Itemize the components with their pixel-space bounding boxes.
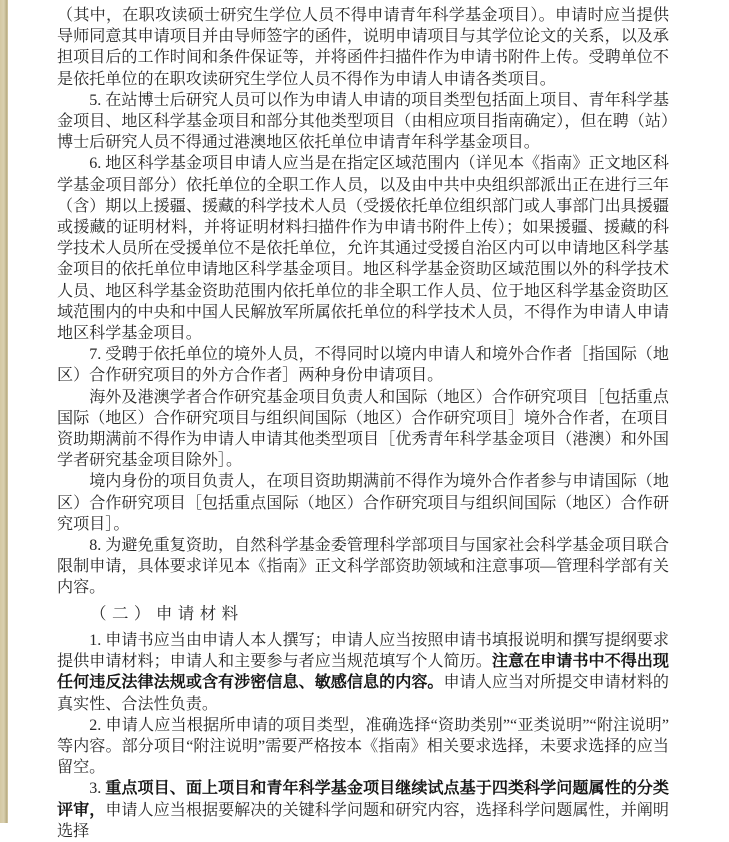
text-segment: 海外及港澳学者合作研究基金项目负责人和国际（地区）合作研究项目［包括重点国际（地区）合作研究项目与组织间国际（地区）合作研究项目］境外合作者，在项目资助期满前不得作为申请人申请其他类型项目［优秀青年科学基金项目（港澳）和外国学者研究基金项目除外］。: [57, 388, 669, 470]
text-segment: 1. 申请书应当由申请人本人撰写；申请人应当按照申请书填报说明和撰写提纲要求提供申请材料；申请人和主要参与者应当规范填写个人简历。: [57, 631, 669, 671]
paragraph: [57, 90, 669, 154]
text-segment: 申请人应当根据要解决的关键科学问题和研究内容，选择科学问题属性，并阐明选择: [57, 801, 670, 840]
section-heading: [57, 603, 669, 624]
text-segment: 境内身份的项目负责人，在项目资助期满前不得作为境外合作者参与申请国际（地区）合作研究项目［包括重点国际（地区）合作研究项目与组织间国际（地区）合作研究项目］。: [57, 473, 669, 533]
text-segment: 5. 在站博士后研究人员可以作为申请人申请的项目类型包括面上项目、青年科学基金项目、地区科学基金项目和部分其他类型项目（由相应项目指南确定），但在聘（站）博士后研究人员不得通过港澳地区依托单位申请青年科学基金项目。: [57, 91, 669, 152]
paragraph: [57, 153, 669, 344]
bold-text-segment: 注意在申请书中不得出现任何违反法律法规或含有涉密信息、敏感信息的内容。: [57, 652, 670, 692]
paragraph: [57, 387, 669, 472]
paragraph: [57, 715, 669, 779]
text-segment: 7. 受聘于依托单位的境外人员，不得同时以境内申请人和境外合作者［指国际（地区）合作研究项目的外方合作者］两种身份申请项目。: [57, 346, 669, 385]
paragraph: [57, 471, 669, 535]
text-segment: 2. 申请人应当根据所申请的项目类型，准确选择“资助类别”“亚类说明”“附注说明”等内容。部分项目“附注说明”需要严格按本《指南》相关要求选择，未要求选择的应当留空。: [57, 716, 669, 777]
paragraph: [57, 778, 669, 842]
paragraph: [57, 630, 669, 715]
page-edge-strip: [0, 0, 8, 823]
text-segment: 6. 地区科学基金项目申请人应当是在指定区域范围内（详见本《指南》正文地区科学基金项目部分）依托单位的全职工作人员，以及由中共中央组织部派出正在进行三年（含）期以上援疆、援藏的科学技术人员（受援依托单位组织部门或人事部门出具援疆或援藏的证明材料，并将证明材料扫描件作为申请书附件上传）；如果援疆、援藏的科学技术人员所在受援单位不是依托单位，允许其通过受援自治区内可以申请地区科学基金项目的依托单位申请地区科学基金项目。地区科学基金资助区域范围以外的科学技术人员、地区科学基金资助范围内依托单位的非全职工作人员、位于地区科学基金资助区域范围内的中央和中国人民解放军所属依托单位的科学技术人员，不得作为申请人申请地区科学基金项目。: [57, 155, 669, 343]
paragraph: [57, 535, 669, 599]
bold-text-segment: 重点项目、面上项目和青年科学基金项目继续试点基于四类科学问题属性的分类评审，: [57, 779, 670, 819]
text-segment: 8. 为避免重复资助，自然科学基金委管理科学部项目与国家社会科学基金项目联合限制申请，具体要求详见本《指南》正文科学部资助领域和注意事项—管理科学部有关内容。: [57, 537, 669, 597]
text-segment: 3.: [89, 780, 106, 798]
document-content: [57, 5, 669, 842]
paragraph: [57, 5, 669, 90]
text-segment: （二）申请材料: [90, 603, 244, 623]
text-segment: （其中，在职攻读硕士研究生学位人员不得申请青年科学基金项目）。申请时应当提供导师同意其申请项目并由导师签字的函件，说明申请项目与其学位论文的关系，以及承担项目后的工作时间和条件保证等，并将函件扫描件作为申请书附件上传。受聘单位不是依托单位的在职攻读研究生学位人员不得作为申请人申请各类项目。: [57, 7, 669, 88]
paragraph: [57, 344, 669, 386]
text-segment: 申请人应当对所提交申请材料的真实性、合法性负责。: [57, 674, 670, 713]
